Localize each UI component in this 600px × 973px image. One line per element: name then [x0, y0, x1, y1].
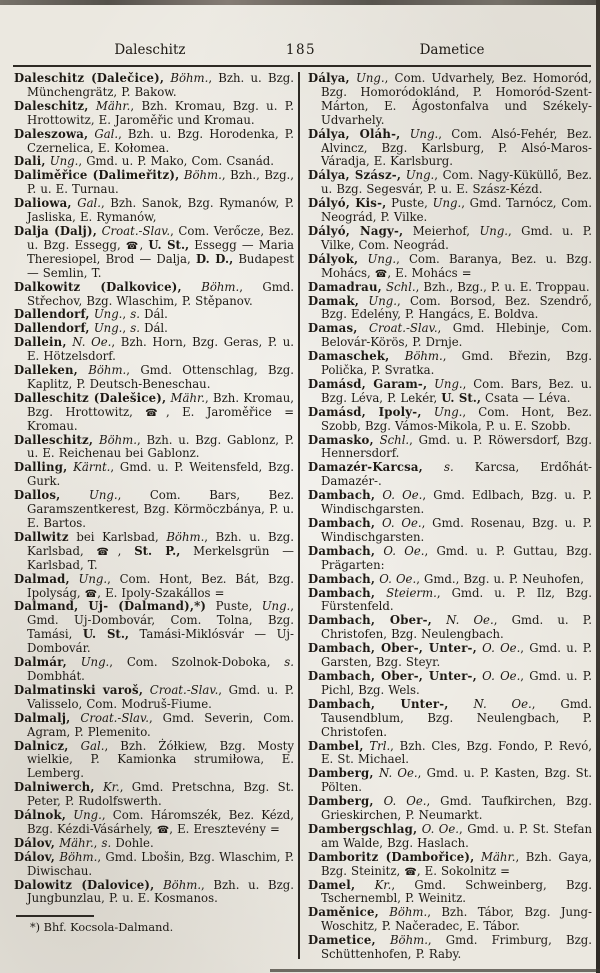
gazetteer-entry: Dametice, Böhm., Gmd. Frimburg, Bzg. Schüttenhofen, P. Raby.	[308, 933, 592, 962]
posthorn-icon: ☎	[374, 268, 388, 280]
gazetteer-entry: Damberg, O. Oe., Gmd. Taufkirchen, Bzg. Grieskirchen, P. Neumarkt.	[308, 794, 592, 823]
gazetteer-entry: Damazér-Karcsa, s. Karcsa, Erdőhát-Damazér-.	[308, 460, 592, 489]
gazetteer-entry: Damaschek, Böhm., Gmd. Březin, Bzg. Polička, P. Svratka.	[308, 349, 592, 378]
gazetteer-entry: Dályok, Ung., Com. Baranya, Bez. u. Bzg. Mohács, ☎, E. Mohács =	[308, 251, 592, 280]
gazetteer-entry: Damboritz (Dambořice), Mähr., Bzh. Gaya, Bzg. Steinitz, ☎, E. Sokolnitz =	[308, 849, 593, 878]
gazetteer-entry: Dalmad, Ung., Com. Hont, Bez. Bát, Bzg. Ipolyság, ☎, E. Ipoly-Szakállos =	[14, 571, 294, 600]
gazetteer-entry: Dálov, Böhm., Gmd. Lbošin, Bzg. Wlaschim, P. Diwischau.	[14, 849, 294, 878]
gazetteer-entry: Dálya, Szász-, Ung., Com. Nagy-Küküllő, Bez. u. Bzg. Segesvár, P. u. E. Szász-Kézd.	[308, 168, 592, 197]
gazetteer-entry: Damel, Kr., Gmd. Schweinberg, Bzg. Tschernembl, P. Weinitz.	[308, 877, 592, 906]
gazetteer-entry: Daleszowa, Gal., Bzh. u. Bzg. Horodenka, P. Czernelica, E. Kołomea.	[14, 126, 294, 155]
gazetteer-entry: Dalleken, Böhm., Gmd. Ottenschlag, Bzg. Kaplitz, P. Deutsch-Beneschau.	[14, 363, 294, 391]
gazetteer-entry: Dallendorf, Ung., s. Dál.	[14, 321, 168, 336]
gazetteer-entry: Dambel, Trl., Bzh. Cles, Bzg. Fondo, P. Revó, E. St. Michael.	[308, 738, 592, 767]
gazetteer-entry: Dambach, Ober-, N. Oe., Gmd. u. P. Christofen, Bzg. Neulengbach.	[308, 613, 592, 642]
gazetteer-entry: Dalleschitz, Böhm., Bzh. u. Bzg. Gablonz, P. u. E. Reichenau bei Gablonz.	[14, 432, 294, 461]
gazetteer-entry: Daměnice, Böhm., Bzh. Tábor, Bzg. Jung-Woschitz, P. Načeradec, E. Tábor.	[308, 905, 592, 934]
header-keyword-left: Daleschitz	[114, 42, 186, 58]
gazetteer-entry: Daleschitz, Mähr., Bzh. Kromau, Bzg. u. P. Hrottowitz, E. Jaroměřic und Kromau.	[14, 98, 294, 127]
gazetteer-entry: Dálya, Ung., Com. Udvarhely, Bez. Homoród, Bzg. Homoródoklánd, P. Homoród-Szent-Márton, E. Ágostonfalva und Székely-Udvarhely.	[308, 71, 592, 127]
gazetteer-entry: Dambach, Ober-, Unter-, O. Oe., Gmd. u. P. Garsten, Bzg. Steyr.	[308, 641, 592, 670]
gazetteer-entry: Dalmand, Uj- (Dalmand),*) Puste, Ung., Gmd. Uj-Dombovár, Com. Tolna, Bzg. Tamási, U. St., Tamási-Miklósvár — Uj-Dombovár.	[14, 599, 294, 656]
gazetteer-entry: Dambach, Steierm., Gmd. u. P. Ilz, Bzg. Fürstenfeld.	[308, 585, 592, 614]
posthorn-icon: ☎	[84, 588, 98, 600]
gazetteer-entry: Dalkowitz (Dalkovice), Böhm., Gmd. Střechov, Bzg. Wlaschim, P. Stěpanov.	[14, 279, 295, 308]
gazetteer-entry: Daliměřice (Dalimeřitz), Böhm., Bzh., Bzg., P. u. E. Turnau.	[14, 168, 294, 197]
gazetteer-entry: Dalnicz, Gal., Bzh. Żółkiew, Bzg. Mosty wielkie, P. Kamionka strumiłowa, E. Lemberg.	[14, 738, 294, 781]
gazetteer-entry: Dambach, O. Oe., Gmd. Edlbach, Bzg. u. P. Windischgarsten.	[308, 488, 592, 517]
gazetteer-entry: Dallwitz bei Karlsbad, Böhm., Bzh. u. Bzg. Karlsbad, ☎, St. P., Merkelsgrün — Karlsbad, T.	[14, 529, 294, 572]
gazetteer-entry: Dambach, O. Oe., Gmd., Bzg. u. P. Neuhofen,	[308, 571, 584, 586]
column-left	[14, 72, 298, 973]
gazetteer-entry: Dalowitz (Dalovice), Böhm., Bzh. u. Bzg. Jungbunzlau, P. u. E. Kosmanos.	[14, 877, 294, 906]
posthorn-icon: ☎	[145, 407, 167, 419]
gazetteer-entry: Dambach, Ober-, Unter-, O. Oe., Gmd. u. P. Pichl, Bzg. Wels.	[308, 668, 592, 697]
gazetteer-entry: Damásd, Ipoly-, Ung., Com. Hont, Bez. Szobb, Bzg. Vámos-Mikola, P. u. E. Szobb.	[308, 404, 592, 433]
gazetteer-entry: Dallos, Ung., Com. Bars, Bez. Garamszentkerest, Bzg. Körmöczbánya, P. u. E. Bartos.	[14, 488, 294, 530]
gazetteer-entry: Dambach, O. Oe., Gmd. Rosenau, Bzg. u. P. Windischgarsten.	[308, 516, 592, 544]
posthorn-icon: ☎	[404, 866, 417, 878]
scan-edge-right	[596, 0, 600, 973]
entries-right	[308, 72, 592, 962]
gazetteer-entry: Dali, Ung., Gmd. u. P. Mako, Com. Csanád.	[14, 154, 274, 169]
column-right	[300, 72, 592, 973]
posthorn-icon: ☎	[96, 546, 118, 558]
gazetteer-entry: Damak, Ung., Com. Borsod, Bez. Szendrő, Bzg. Edelény, P. Hangács, E. Boldva.	[308, 293, 593, 322]
gazetteer-entry: Dálov, Mähr., s. Dohle.	[14, 835, 154, 850]
gazetteer-entry: Dambach, O. Oe., Gmd. u. P. Guttau, Bzg. Prägarten:	[308, 543, 592, 572]
gazetteer-entry: Dambergschlag, O. Oe., Gmd. u. P. St. Stefan am Walde, Bzg. Haslach.	[308, 821, 592, 850]
gazetteer-entry: Dallein, N. Oe., Bzh. Horn, Bzg. Geras, P. u. E. Hötzelsdorf.	[14, 335, 294, 364]
posthorn-icon: ☎	[156, 824, 170, 836]
page-number: 185	[285, 42, 317, 58]
gazetteer-entry: Dályó, Nagy-, Meierhof, Ung., Gmd. u. P. Vilke, Com. Neográd.	[308, 223, 593, 252]
gazetteer-entry: Dallendorf, Ung., s. Dál.	[14, 307, 168, 322]
gazetteer-entry: Dalleschitz (Dalešice), Mähr., Bzh. Kromau, Bzg. Hrottowitz, ☎, E. Jaroměřice = Kromau.	[14, 390, 294, 433]
scan-edge-top	[0, 0, 600, 5]
gazetteer-entry: Dalmalj, Croat.-Slav., Gmd. Severin, Com. Agram, P. Plemenito.	[14, 710, 294, 739]
gazetteer-entry: Dalniwerch, Kr., Gmd. Pretschna, Bzg. St. Peter, P. Rudolfswerth.	[14, 780, 295, 809]
gazetteer-entry: Dályó, Kis-, Puste, Ung., Gmd. Tarnócz, Com. Neográd, P. Vilke.	[308, 196, 592, 225]
gazetteer-entry: Dalmár, Ung., Com. Szolnok-Doboka, s. Dombhát.	[14, 655, 294, 683]
posthorn-icon: ☎	[125, 240, 140, 252]
gazetteer-entry: Dálya, Oláh-, Ung., Com. Alsó-Fehér, Bez. Alvincz, Bzg. Karlsburg, P. Alsó-Maros-Váradja, E. Karlsburg.	[308, 126, 592, 169]
running-header	[14, 42, 588, 58]
gazetteer-entry: Daleschitz (Dalečice), Böhm., Bzh. u. Bzg. Münchengrätz, P. Bakow.	[14, 71, 294, 99]
entries-left	[14, 72, 294, 906]
footnote: *) Bhf. Kocsola-Dalmand.	[30, 920, 174, 934]
gazetteer-entry: Dálnok, Ung., Com. Háromszék, Bez. Kézd, Bzg. Kézdi-Vásárhely, ☎, E. Eresztevény =	[14, 808, 294, 836]
gazetteer-entry: Damásd, Garam-, Ung., Com. Bars, Bez. u. Bzg. Léva, P. Lekér, U. St., Csata — Léva.	[308, 376, 592, 405]
gazetteer-entry: Dalja (Dalj), Croat.-Slav., Com. Verőcze, Bez. u. Bzg. Essegg, ☎, U. St., Essegg — Maria Theresiopel, Brod — Dalja, D. D., Budapest — Semlin, T.	[14, 223, 295, 280]
gazetteer-entry: Dambach, Unter-, N. Oe., Gmd. Tausendblum, Bzg. Neulengbach, P. Christofen.	[308, 696, 593, 739]
gazetteer-entry: Dalmatinski varoš, Croat.-Slav., Gmd. u. P. Valisselo, Com. Modruš-Fiume.	[14, 682, 294, 711]
gazetteer-entry: Damadrau, Schl., Bzh., Bzg., P. u. E. Troppau.	[308, 279, 590, 294]
header-rule	[13, 65, 591, 67]
header-keyword-right: Dametice	[419, 42, 485, 58]
two-column-text	[14, 72, 592, 973]
gazetteer-entry: Dalling, Kärnt., Gmd. u. P. Weitensfeld, Bzg. Gurk.	[14, 460, 294, 489]
footnote-rule	[16, 915, 94, 917]
gazetteer-entry: Damberg, N. Oe., Gmd. u. P. Kasten, Bzg. St. Pölten.	[308, 766, 592, 795]
gazetteer-entry: Daliowa, Gal., Bzh. Sanok, Bzg. Rymanów, P. Jasliska, E. Rymanów,	[14, 196, 294, 225]
gazetteer-entry: Damas, Croat.-Slav., Gmd. Hlebinje, Com. Belovár-Körös, P. Drnje.	[308, 321, 592, 350]
gazetteer-entry: Damasko, Schl., Gmd. u. P. Röwersdorf, Bzg. Hennersdorf.	[308, 432, 592, 461]
